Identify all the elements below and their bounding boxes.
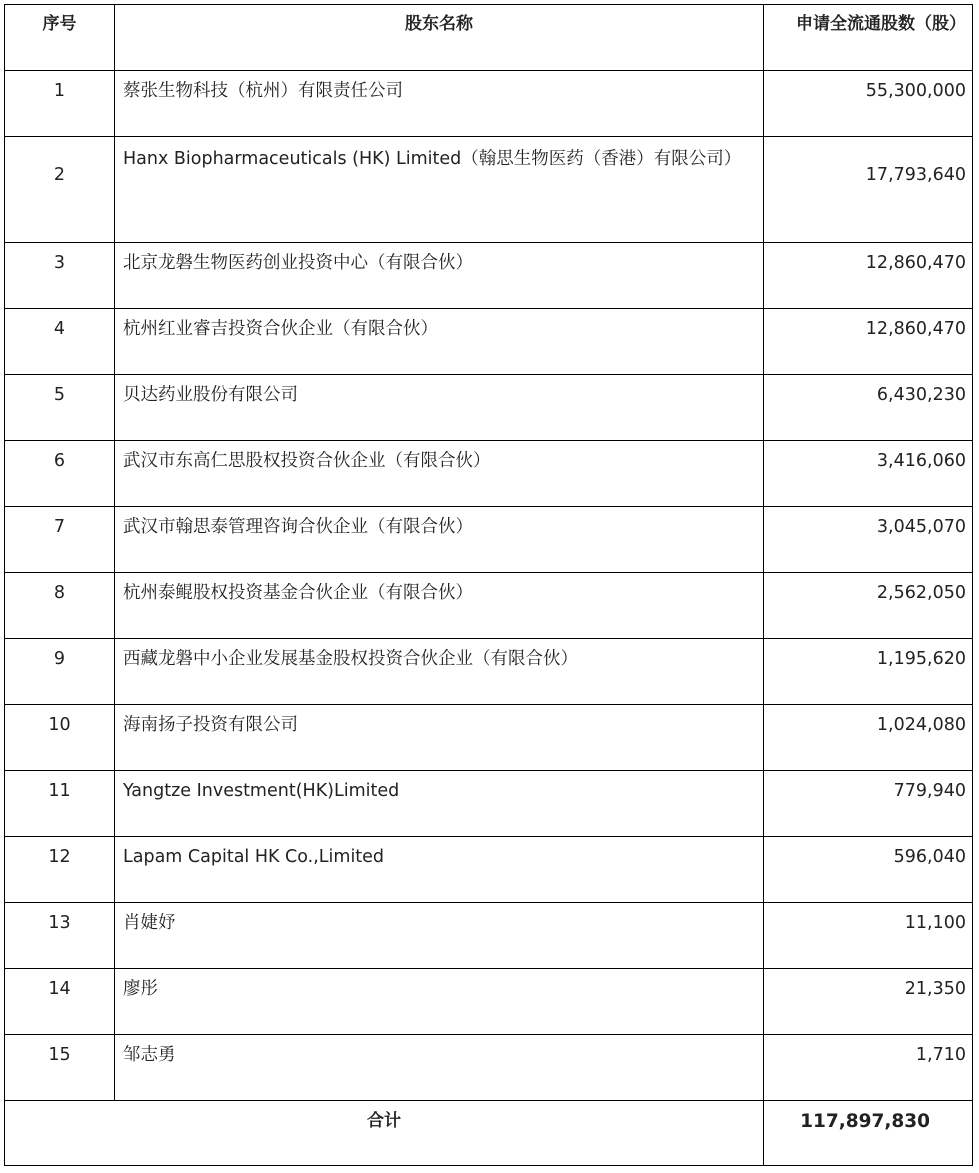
row-index: 13 [5, 903, 115, 968]
row-shares: 17,793,640 [865, 165, 966, 185]
row-shares: 1,195,620 [876, 649, 966, 669]
table-row [5, 837, 972, 903]
row-name: Hanx Biopharmaceuticals (HK) Limited（翰思生物医药（香港）有限公司） [115, 137, 764, 242]
row-shares: 596,040 [893, 847, 966, 867]
row-name: 武汉市东高仁思股权投资合伙企业（有限合伙） [115, 441, 764, 506]
row-name: 廖彤 [115, 969, 764, 1034]
row-index: 8 [5, 573, 115, 638]
row-shares: 3,045,070 [876, 517, 966, 537]
row-name: 武汉市翰思泰管理咨询合伙企业（有限合伙） [115, 507, 764, 572]
header-shares: 申请全流通股数（股） [796, 14, 966, 34]
row-index: 15 [5, 1035, 115, 1100]
row-name: 杭州泰鲲股权投资基金合伙企业（有限合伙） [115, 573, 764, 638]
row-index: 11 [5, 771, 115, 836]
row-index: 4 [5, 309, 115, 374]
row-shares: 1,024,080 [876, 715, 966, 735]
row-name: Lapam Capital HK Co.,Limited [115, 837, 764, 902]
row-index: 14 [5, 969, 115, 1034]
row-index: 9 [5, 639, 115, 704]
table-row [5, 309, 972, 375]
row-index: 7 [5, 507, 115, 572]
row-name: 北京龙磐生物医药创业投资中心（有限合伙） [115, 243, 764, 308]
row-index: 12 [5, 837, 115, 902]
row-shares: 3,416,060 [876, 451, 966, 471]
table-total-row [5, 1101, 972, 1165]
table-row [5, 903, 972, 969]
row-index: 6 [5, 441, 115, 506]
row-shares: 1,710 [915, 1045, 966, 1065]
table-row [5, 705, 972, 771]
row-name: 肖婕妤 [115, 903, 764, 968]
row-shares: 21,350 [904, 979, 966, 999]
row-index: 1 [5, 71, 115, 136]
row-shares: 55,300,000 [865, 81, 966, 101]
row-name: 杭州红业睿吉投资合伙企业（有限合伙） [115, 309, 764, 374]
row-name: 贝达药业股份有限公司 [115, 375, 764, 440]
row-shares: 12,860,470 [865, 319, 966, 339]
header-index: 序号 [5, 5, 115, 70]
row-index: 10 [5, 705, 115, 770]
row-name: 邹志勇 [115, 1035, 764, 1100]
row-shares: 11,100 [904, 913, 966, 933]
row-shares: 6,430,230 [876, 385, 966, 405]
shareholder-table [4, 4, 973, 1166]
table-row [5, 441, 972, 507]
table-row [5, 507, 972, 573]
table-row [5, 969, 972, 1035]
row-name: 海南扬子投资有限公司 [115, 705, 764, 770]
table-row [5, 1035, 972, 1101]
row-index: 2 [5, 137, 115, 242]
row-shares: 12,860,470 [865, 253, 966, 273]
table-row [5, 137, 972, 243]
total-label: 合计 [5, 1101, 764, 1165]
table-row [5, 71, 972, 137]
table-row [5, 573, 972, 639]
table-row [5, 639, 972, 705]
row-index: 5 [5, 375, 115, 440]
total-shares: 117,897,830 [800, 1111, 930, 1132]
header-name: 股东名称 [115, 5, 764, 70]
row-shares: 2,562,050 [876, 583, 966, 603]
table-row [5, 771, 972, 837]
table-header-row [5, 5, 972, 71]
table-row [5, 243, 972, 309]
row-shares: 779,940 [893, 781, 966, 801]
row-name: Yangtze Investment(HK)Limited [115, 771, 764, 836]
table-row [5, 375, 972, 441]
row-index: 3 [5, 243, 115, 308]
row-name: 西藏龙磐中小企业发展基金股权投资合伙企业（有限合伙） [115, 639, 764, 704]
row-name: 蔡张生物科技（杭州）有限责任公司 [115, 71, 764, 136]
